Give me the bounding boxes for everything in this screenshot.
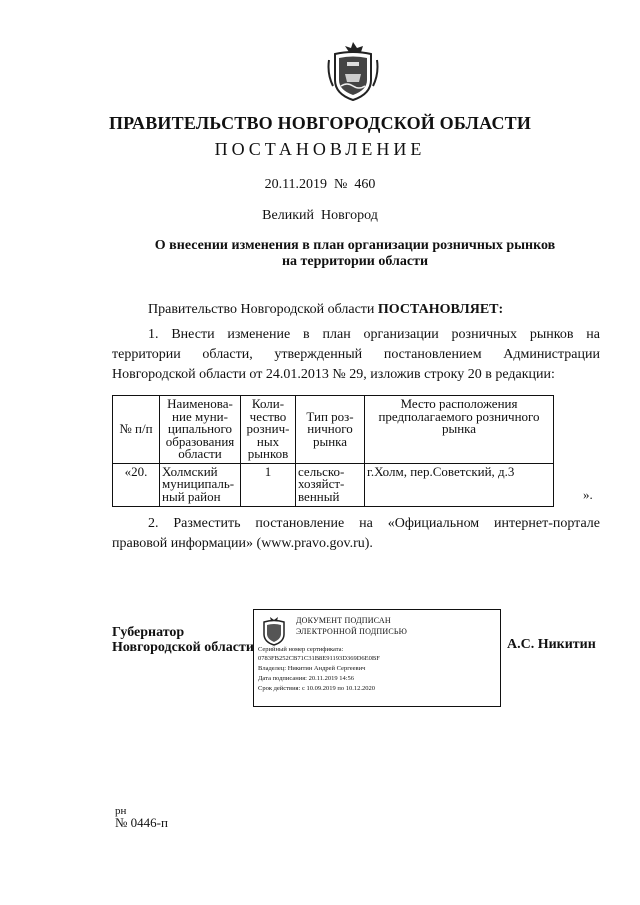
electronic-signature-stamp [253,609,501,707]
paragraph-1-line-3: Новгородской области от 24.01.2013 № 29, изложив строку 20 в редакции: [112,367,555,382]
signatory-position-line-2: Новгородской области [112,640,254,655]
cell-count: 1 [241,463,296,506]
preamble-decision: ПОСТАНОВЛЯЕТ: [377,302,504,317]
document-city: Великий Новгород [262,208,378,223]
government-title: ПРАВИТЕЛЬСТВО НОВГОРОДСКОЙ ОБЛАСТИ [108,113,532,133]
market-plan-table [112,395,554,507]
header-location: Место расположения предполагаемого розничного рынка [365,396,554,464]
subject-line-1: О внесении изменения в план организации розничных рынков [154,238,556,253]
cell-location: г.Холм, пер.Советский, д.3 [365,463,554,506]
cell-type: сельско-хозяйст-венный [296,463,365,506]
executor-initials: рн [115,805,127,817]
header-municipality: Наименова-ние муни-ципального образования области [160,396,241,464]
paragraph-2 [112,514,600,554]
novgorod-coat-of-arms-icon [327,40,379,102]
stamp-title-2: ЭЛЕКТРОННОЙ ПОДПИСЬЮ [296,627,408,636]
paragraph-2-line-1: 2. Разместить постановление на «Официальном интернет-портале [148,516,600,531]
document-subject [110,238,600,270]
cell-num: «20. [113,463,160,506]
subject-line-2: на территории области [281,254,429,269]
document-date-number: 20.11.2019 № 460 [264,177,376,192]
registration-code [115,806,168,830]
preamble-text: Правительство Новгородской области [148,302,378,317]
stamp-signed-date: Дата подписания: 20.11.2019 14:56 [258,675,355,682]
signatory-position [112,625,254,655]
paragraph-2-line-2: правовой информации» (www.pravo.gov.ru). [112,536,373,551]
signatory-name: А.С. Никитин [507,637,596,652]
paragraph-1 [112,325,600,385]
row-close-quote: ». [583,487,593,502]
stamp-cert-label: Серийный номер сертификата: [258,646,344,653]
table-row [113,463,554,506]
stamp-owner: Владелец: Никитин Андрей Сергеевич [258,665,366,672]
table-header-row [113,396,554,464]
stamp-coat-of-arms-icon [260,616,288,646]
header-count: Коли-чество рознич-ных рынков [241,396,296,464]
paragraph-1-line-2: территории области, утвержденный постановлением Администрации [112,347,600,362]
paragraph-1-line-1: 1. Внести изменение в план организации розничных рынков на [148,327,600,342]
stamp-validity: Срок действия: с 10.09.2019 по 10.12.2020 [258,685,375,692]
stamp-cert-value: 0783FB252CB71C31B8E91193D369D6E0BF [258,655,380,662]
registration-number: № 0446-п [115,815,168,830]
stamp-title-1: ДОКУМЕНТ ПОДПИСАН [296,616,391,625]
cell-municipality: Холмский муниципаль-ный район [160,463,241,506]
signatory-position-line-1: Губернатор [112,625,185,640]
header-type: Тип роз-ничного рынка [296,396,365,464]
preamble [148,302,503,318]
document-type: ПОСТАНОВЛЕНИЕ [214,139,426,159]
header-num: № п/п [113,396,160,464]
